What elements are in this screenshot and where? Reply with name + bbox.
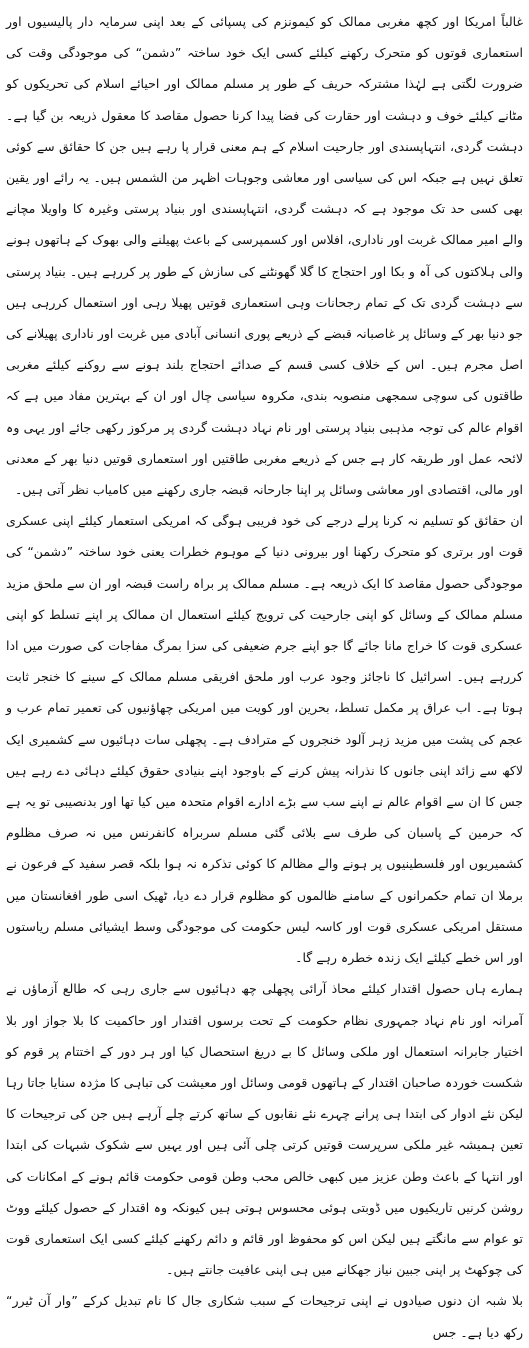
article-paragraph: ان حقائق کو تسلیم نہ کرنا پرلے درجے کی خود فریبی ہوگی کہ امریکی استعمار کیلئے اپنی عسکری قوت اور برتری کو متحرک رکھنا اور بیرونی دنیا کے موہوم خطرات یعنی خود ساختہ ”دشمن“ کی موجودگی حصول مقاصد کا ایک ذریعہ ہے۔ مسلم ممالک پر براہ راست قبضہ اور ان سے ملحق مزید مسلم ممالک کے وسائل کو اپنی جارحیت کی ترویج کیلئے استعمال ان ممالک پر اپنے تسلط کو اپنی عسکری قوت کا خراج مانا جائے گا جو اپنے جرم ضعیفی کی سزا بمرگ مفاجات کی صورت میں ادا کررہے ہیں۔ اسرائیل کا ناجائز وجود عرب اور ملحق افریقی مسلم ممالک کے سینے کا خنجر ثابت ہوتا ہے۔ اب عراق پر مکمل تسلط، بحرین اور کویت میں امریکی چھاؤنیوں کی تعمیر تمام عرب و عجم کی پشت میں مزید زہر آلود خنجروں کے مترادف ہے۔ پچھلی سات دہائیوں سے کشمیری ایک لاکھ سے زائد اپنی جانوں کا نذرانہ پیش کرنے کے باوجود اپنے بنیادی حقوق کیلئے دہائی دے رہے ہیں جس کا ان سے اقوام عالم نے اپنے سب سے بڑے ادارے اقوام متحدہ میں کیا تھا اور بدنصیبی تو یہ ہے کہ حرمین کے پاسبان کی طرف سے بلائی گئی مسلم سربراہ کانفرنس میں نہ صرف مظلوم کشمیریوں اور فلسطینیوں پر ہونے والے مظالم کا کوئی تذکرہ نہ ہوا بلکہ قصر سفید کے فرعون نے برملا ان تمام حکمرانوں کے سامنے ظالموں کو مظلوم قرار دے دیا، ٹھیک اسی طور افغانستان میں مستقل امریکی عسکری قوت اور کاسہ لیس حکومت کی موجودگی وسط ایشیائی مسلم ریاستوں اور اس خطے کیلئے ایک زندہ خطرہ رہے گا۔: [6, 513, 523, 966]
article-paragraph: ہمارے ہاں حصول اقتدار کیلئے محاذ آرائی پچھلی چھ دہائیوں سے جاری رہی کہ طالع آزماؤں نے آمرانہ اور نام نہاد جمہوری نظام حکومت کے تحت برسوں اقتدار اور حاکمیت کا بلا جواز اور بلا اختیار جابرانہ استعمال اور ملکی وسائل کا بے دریغ استحصال کیا اور ہر دور کے اختتام پر قوم کو شکست خوردہ صاحبان اقتدار کے ہاتھوں قومی وسائل اور معیشت کی تباہی کا مژدہ سنایا جاتا رہا لیکن نئے ادوار کی ابتدا ہی پرانے چہرے نئے نقابوں کے ساتھ کرتے چلے آرہے ہیں جن کی ترجیحات کا تعین ہمیشہ غیر ملکی سرپرست قوتیں کرتی چلی آئی ہیں اور یہیں سے شکوک شبہات کی ابتدا اور انتہا کے باعث وطن عزیز میں کبھی خالص محب وطن قومی حکومت قائم ہونے کے امکانات کی روشن کرنیں تاریکیوں میں ڈوبتی ہوئی محسوس ہوتی ہیں کیونکہ وہ اقتدار کے حصول کیلئے ووٹ تو عوام سے مانگتے ہیں لیکن اس کو محفوظ اور قائم و دائم رکھنے کیلئے کسی ایک استعماری قوت کی چوکھٹ پر اپنی جبین نیاز جھکانے میں ہی اپنی عافیت جانتے ہیں۔: [6, 981, 523, 1278]
article-paragraph: غالباً امریکا اور کچھ مغربی ممالک کو کیمونزم کی پسپائی کے بعد اپنی سرمایہ دار پالیسیوں اور استعماری قوتوں کو متحرک رکھنے کیلئے کسی ایک خود ساختہ ”دشمن“ کی موجودگی وقت کی ضرورت لگتی ہے لہٰذا مشترکہ حریف کے طور پر مسلم ممالک اور احیائے اسلام کی تحریکوں کو مٹانے کیلئے خوف و دہشت اور حقارت کی فضا پیدا کرنا حصول مقاصد کا معقول ذریعہ بن گیا ہے۔ دہشت گردی، انتہاپسندی اور جارحیت اسلام کے ہم معنی قرار پا رہے ہیں جن کا حقائق سے کوئی تعلق نہیں ہے جبکہ اس کی سیاسی اور معاشی وجوہات اظہر من الشمس ہیں۔ یہ رائے اور یقین بھی کسی حد تک موجود ہے کہ دہشت گردی، انتہاپسندی اور بنیاد پرستی وغیرہ کا واویلا مچانے والے امیر ممالک غربت اور ناداری، افلاس اور کسمپرسی کے باعث پھیلنے والی بھوک کے ہاتھوں ہونے والی ہلاکتوں کی آہ و بکا اور احتجاج کا گلا گھونٹنے کی سازش کے طور پر کررہے ہیں۔ بنیاد پرستی سے دہشت گردی تک کے تمام رجحانات وہی استعماری قوتیں پھیلا رہی اور استعمال کررہی ہیں جو دنیا بھر کے وسائل پر غاصبانہ قبضے کے ذریعے پوری انسانی آبادی میں غربت اور ناداری پھیلانے کی اصل مجرم ہیں۔ اس کے خلاف کسی قسم کے صدائے احتجاج بلند ہونے سے روکنے کیلئے مغربی طاقتوں کی سوچی سمجھی منصوبہ بندی، مکروہ سیاسی چال اور ان کے بہترین مفاد میں ہے کہ اقوام عالم کی توجہ مذہبی بنیاد پرستی اور نام نہاد دہشت گردی پر مرکوز رکھی جائے اور یہی وہ لائحہ عمل اور طریقہ کار ہے جس کے ذریعے مغربی طاقتیں اور استعماری قوتیں دنیا بھر کے معدنی اور مالی، اقتصادی اور معاشی وسائل پر اپنا جارحانہ قبضہ جاری رکھنے میں کامیاب نظر آتی ہیں۔: [6, 14, 523, 498]
article-paragraph: بلا شبہ ان دنوں صیادوں نے اپنی ترجیحات کے سبب شکاری جال کا نام تبدیل کرکے ”وار آن ٹیرر“ رکھ دیا ہے۔ جس: [6, 1293, 523, 1340]
